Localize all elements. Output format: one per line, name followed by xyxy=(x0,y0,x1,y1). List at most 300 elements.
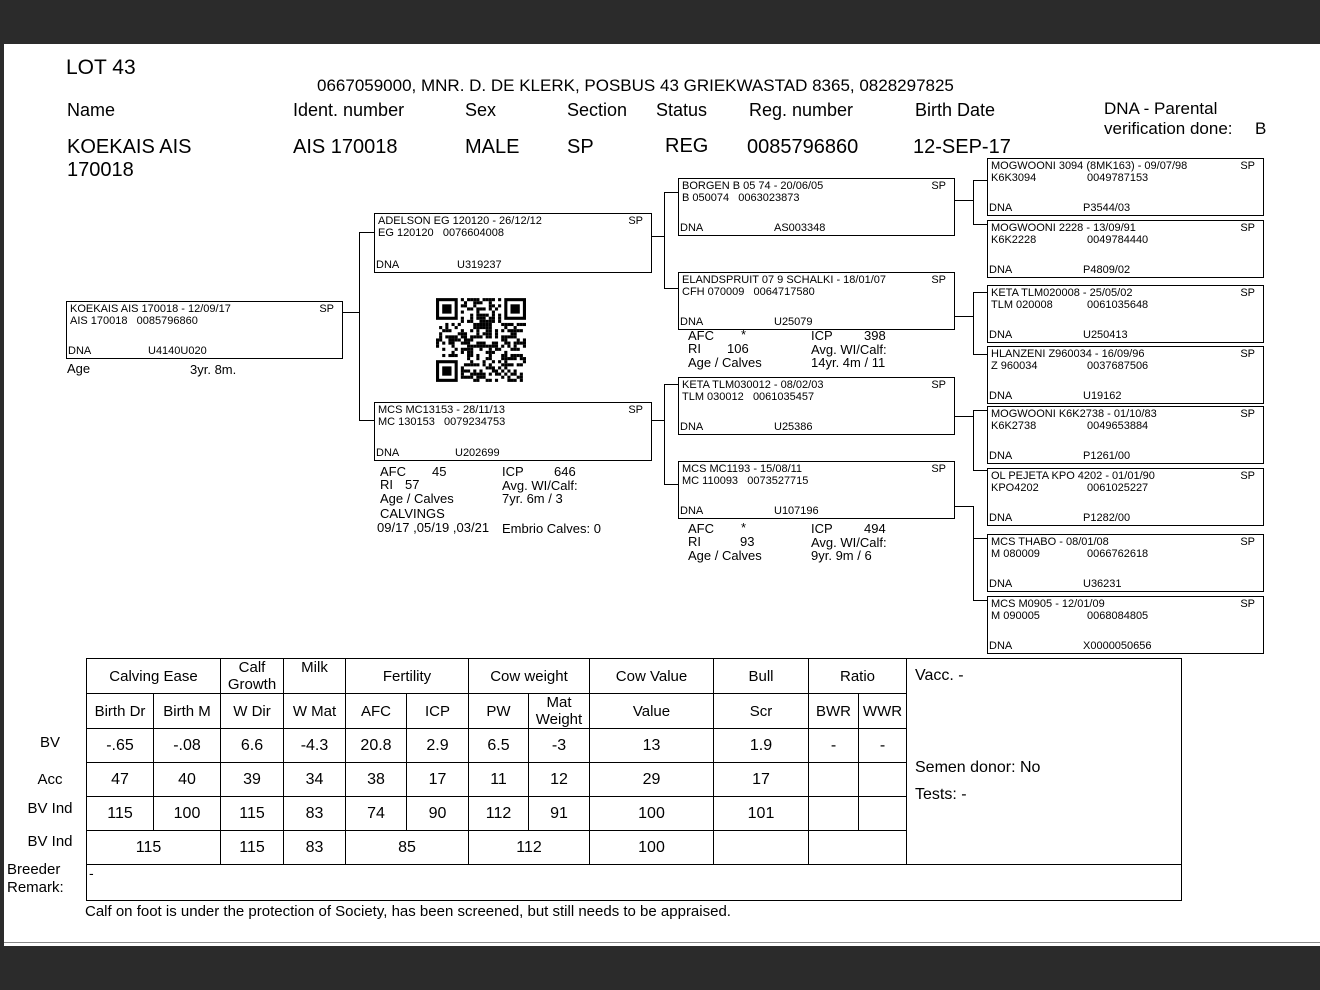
connector xyxy=(664,192,665,288)
sd-id: CFH 070009 xyxy=(682,286,745,298)
pedigree-ancestor-6 xyxy=(987,468,1264,526)
qr-module xyxy=(520,373,523,376)
qr-module xyxy=(504,342,507,345)
qr-module xyxy=(486,332,489,335)
pedigree-ancestor-3 xyxy=(987,285,1264,343)
qr-module xyxy=(514,335,517,338)
qr-module xyxy=(523,323,526,326)
table-cell: 90 xyxy=(407,797,469,831)
ancestor-id: KPO4202 xyxy=(991,482,1039,494)
qr-module xyxy=(486,379,489,382)
qr-module xyxy=(514,373,517,376)
ancestor-dna: U36231 xyxy=(1083,578,1122,590)
connector xyxy=(664,384,678,385)
qr-module xyxy=(495,307,498,310)
qr-module xyxy=(445,323,448,326)
qr-module xyxy=(461,373,464,376)
dam-calvings: 09/17 ,05/19 ,03/21 xyxy=(377,520,490,535)
footer-note: Calf on foot is under the protection of Society, has been screened, but still needs to be appraised. xyxy=(85,903,731,920)
qr-module xyxy=(464,376,467,379)
ancestor-section: SP xyxy=(1240,160,1255,172)
col-afc: AFC xyxy=(346,694,407,729)
qr-module xyxy=(461,376,464,379)
table-cell: 115 xyxy=(87,797,154,831)
header-section: Section xyxy=(567,100,628,120)
table-cell: 115 xyxy=(87,831,221,865)
qr-module xyxy=(476,311,479,314)
qr-module xyxy=(489,379,492,382)
connector xyxy=(973,410,974,470)
qr-module xyxy=(510,323,513,326)
qr-module xyxy=(492,311,495,314)
ancestor-title: MOGWOONI 2228 - 13/09/91 xyxy=(991,222,1136,234)
qr-module xyxy=(455,338,458,341)
qr-module xyxy=(464,363,467,366)
qr-module xyxy=(436,338,439,341)
ebv-table xyxy=(86,658,1182,901)
qr-module xyxy=(467,369,470,372)
connector xyxy=(973,538,987,539)
qr-module xyxy=(464,332,467,335)
row-label-bv-ind: BV Ind xyxy=(27,800,73,817)
qr-module xyxy=(461,366,464,369)
qr-module xyxy=(504,373,507,376)
sd-title: ELANDSPRUIT 07 9 SCHALKI - 18/01/07 xyxy=(682,274,887,286)
qr-module xyxy=(492,314,495,317)
ancestor-dna-label: DNA xyxy=(989,390,1013,402)
qr-module xyxy=(479,301,482,304)
qr-module xyxy=(507,376,510,379)
qr-module xyxy=(495,345,498,348)
qr-module xyxy=(492,369,495,372)
ancestor-title: HLANZENI Z960034 - 16/09/96 xyxy=(991,348,1145,360)
qr-module xyxy=(510,363,513,366)
qr-module xyxy=(486,329,489,332)
qr-module xyxy=(514,345,517,348)
qr-module xyxy=(486,357,489,360)
qr-module xyxy=(476,323,479,326)
qr-module xyxy=(483,342,486,345)
ancestor-title: KETA TLM020008 - 25/05/02 xyxy=(991,287,1133,299)
dam-id-row xyxy=(378,416,505,428)
dam-dna: U202699 xyxy=(455,447,500,459)
qr-module xyxy=(479,345,482,348)
qr-module xyxy=(517,376,520,379)
qr-module xyxy=(510,329,513,332)
table-cell: 6.6 xyxy=(221,729,284,763)
ancestor-id-row xyxy=(991,234,1191,246)
ancestor-id: M 080009 xyxy=(991,548,1040,560)
qr-module xyxy=(489,317,492,320)
pedigree-dam-dam xyxy=(678,461,955,519)
animal-status: REG xyxy=(665,135,709,157)
ancestor-id-row xyxy=(991,172,1191,184)
pedigree-subject xyxy=(66,301,343,359)
qr-module xyxy=(479,314,482,317)
qr-module xyxy=(489,335,492,338)
sire-dna: U319237 xyxy=(457,259,502,271)
qr-module xyxy=(476,314,479,317)
qr-module xyxy=(476,373,479,376)
ss-id-row xyxy=(682,192,799,204)
qr-module xyxy=(486,335,489,338)
qr-module xyxy=(507,335,510,338)
qr-module xyxy=(439,332,442,335)
qr-module xyxy=(483,373,486,376)
qr-module xyxy=(489,354,492,357)
qr-module xyxy=(461,369,464,372)
qr-code-icon xyxy=(436,298,526,382)
dam-title: MCS MC13153 - 28/11/13 xyxy=(378,404,505,416)
qr-module xyxy=(489,351,492,354)
qr-module xyxy=(464,338,467,341)
ancestor-title: MOGWOONI K6K2738 - 01/10/83 xyxy=(991,408,1157,420)
qr-module xyxy=(507,379,510,382)
qr-module xyxy=(514,332,517,335)
ancestor-id-row xyxy=(991,610,1191,622)
connector xyxy=(359,232,374,233)
ancestor-id: K6K2228 xyxy=(991,234,1037,246)
table-cell: 20.8 xyxy=(346,729,407,763)
qr-module xyxy=(464,335,467,338)
qr-module xyxy=(467,376,470,379)
qr-module xyxy=(461,317,464,320)
ancestor-section: SP xyxy=(1240,287,1255,299)
qr-module xyxy=(479,342,482,345)
connector xyxy=(973,354,987,355)
table-cell: 17 xyxy=(407,763,469,797)
qr-module xyxy=(461,311,464,314)
qr-module xyxy=(470,345,473,348)
qr-module xyxy=(510,354,513,357)
qr-module xyxy=(476,307,479,310)
subject-age-label: Age xyxy=(67,361,91,376)
qr-module xyxy=(470,373,473,376)
connector xyxy=(973,506,974,600)
qr-module xyxy=(448,354,451,357)
breeder-remark-label-2: Remark: xyxy=(7,879,64,896)
qr-module xyxy=(520,376,523,379)
qr-module xyxy=(492,317,495,320)
dam-dna-label: DNA xyxy=(376,447,400,459)
ancestor-dna: P4809/02 xyxy=(1083,264,1131,276)
connector xyxy=(973,224,987,225)
qr-module xyxy=(483,320,486,323)
connector xyxy=(359,232,360,420)
qr-module xyxy=(470,298,473,301)
qr-module xyxy=(486,345,489,348)
dam-ri-label: RI xyxy=(380,477,393,492)
sd-id-row xyxy=(682,286,815,298)
qr-module xyxy=(483,326,486,329)
ancestor-id: K6K3094 xyxy=(991,172,1037,184)
qr-module xyxy=(486,351,489,354)
qr-module xyxy=(479,317,482,320)
table-cell: 11 xyxy=(469,763,529,797)
qr-module xyxy=(461,351,464,354)
subject-id-row xyxy=(70,315,198,327)
ancestor-section: SP xyxy=(1240,348,1255,360)
qr-module xyxy=(442,304,451,313)
qr-module xyxy=(476,317,479,320)
dd-afc-label: AFC xyxy=(688,521,714,536)
pedigree-sire-dam xyxy=(678,272,955,330)
qr-module xyxy=(489,345,492,348)
header-dna-2: verification done: xyxy=(1104,119,1233,138)
qr-module xyxy=(455,354,458,357)
sd-dna: U25079 xyxy=(774,316,813,328)
dam-reg: 0079234753 xyxy=(444,416,506,428)
dd-age-calves: 9yr. 9m / 6 xyxy=(811,548,872,563)
table-cell: 85 xyxy=(346,831,469,865)
ancestor-id-row xyxy=(991,299,1191,311)
qr-module xyxy=(501,369,504,372)
table-cell: 83 xyxy=(284,797,346,831)
table-cell: 100 xyxy=(154,797,221,831)
dd-icp-label: ICP xyxy=(811,521,833,536)
qr-module xyxy=(461,348,464,351)
connector xyxy=(955,506,973,507)
qr-module xyxy=(507,369,510,372)
ancestor-dna: P3544/03 xyxy=(1083,202,1131,214)
animal-name-line1: KOEKAIS AIS xyxy=(67,136,192,158)
qr-module xyxy=(464,348,467,351)
qr-module xyxy=(489,329,492,332)
qr-module xyxy=(473,323,476,326)
subject-dna: U4140U020 xyxy=(148,345,207,357)
qr-module xyxy=(473,363,476,366)
connector xyxy=(973,292,974,354)
row-label-bv-ind-group: BV Ind xyxy=(27,833,73,850)
qr-module xyxy=(479,335,482,338)
connector xyxy=(973,600,987,601)
qr-module xyxy=(467,348,470,351)
ancestor-dna-label: DNA xyxy=(989,512,1013,524)
qr-module xyxy=(476,363,479,366)
row-breeder-remark xyxy=(87,865,1182,901)
document-page xyxy=(4,44,1320,942)
ds-section: SP xyxy=(931,379,946,391)
qr-module xyxy=(520,354,523,357)
table-cell: 6.5 xyxy=(469,729,529,763)
qr-module xyxy=(523,360,526,363)
dd-ri-label: RI xyxy=(688,534,701,549)
qr-module xyxy=(464,342,467,345)
qr-module xyxy=(504,351,507,354)
lot-number: LOT 43 xyxy=(66,56,136,79)
connector xyxy=(652,420,664,421)
breeder-remark-label-1: Breeder xyxy=(7,861,61,878)
qr-module xyxy=(458,332,461,335)
table-cell: - xyxy=(859,729,907,763)
qr-module xyxy=(498,314,501,317)
ss-id: B 050074 xyxy=(682,192,730,204)
qr-module xyxy=(504,363,507,366)
pedigree-ancestor-1 xyxy=(987,158,1264,216)
dam-icp-label: ICP xyxy=(502,464,524,479)
dam-calvings-label: CALVINGS xyxy=(380,506,445,521)
qr-module xyxy=(517,363,520,366)
qr-module xyxy=(510,379,513,382)
qr-module xyxy=(507,357,510,360)
connector xyxy=(955,316,973,317)
qr-module xyxy=(452,338,455,341)
col-mat-weight xyxy=(529,694,590,729)
qr-module xyxy=(479,323,482,326)
qr-module xyxy=(486,314,489,317)
qr-module xyxy=(455,348,458,351)
qr-module xyxy=(514,342,517,345)
qr-module xyxy=(452,342,455,345)
ancestor-id: TLM 020008 xyxy=(991,299,1053,311)
qr-module xyxy=(483,298,486,301)
sd-section: SP xyxy=(931,274,946,286)
group-bull: Bull xyxy=(714,659,809,694)
qr-module xyxy=(442,354,445,357)
qr-module xyxy=(504,357,507,360)
qr-module xyxy=(498,348,501,351)
table-cell: -.08 xyxy=(154,729,221,763)
qr-module xyxy=(470,351,473,354)
qr-module xyxy=(467,342,470,345)
qr-module xyxy=(486,323,489,326)
ancestor-id-row xyxy=(991,360,1191,372)
qr-module xyxy=(461,298,464,301)
table-cell: 1.9 xyxy=(714,729,809,763)
qr-module xyxy=(510,304,519,313)
sd-icp-label: ICP xyxy=(811,328,833,343)
qr-module xyxy=(510,332,513,335)
qr-module xyxy=(510,373,513,376)
ancestor-dna: U19162 xyxy=(1083,390,1122,402)
qr-module xyxy=(445,335,448,338)
qr-module xyxy=(442,342,445,345)
subject-title: KOEKAIS AIS 170018 - 12/09/17 xyxy=(70,303,231,315)
pedigree-sire xyxy=(374,213,652,273)
table-cell: 34 xyxy=(284,763,346,797)
qr-module xyxy=(520,329,523,332)
animal-sex: MALE xyxy=(465,136,520,158)
qr-module xyxy=(476,301,479,304)
qr-module xyxy=(461,320,464,323)
qr-module xyxy=(473,373,476,376)
subject-reg: 0085796860 xyxy=(136,315,198,327)
qr-module xyxy=(501,338,504,341)
qr-module xyxy=(498,373,501,376)
qr-module xyxy=(498,304,501,307)
ancestor-dna-label: DNA xyxy=(989,640,1013,652)
ancestor-reg: 0049787153 xyxy=(1087,172,1149,184)
qr-module xyxy=(520,342,523,345)
connector xyxy=(664,384,665,484)
col-scr: Scr xyxy=(714,694,809,729)
ancestor-reg: 0049784440 xyxy=(1087,234,1149,246)
table-cell: 115 xyxy=(221,797,284,831)
table-cell: -.65 xyxy=(87,729,154,763)
breeder-line: 0667059000, MNR. D. DE KLERK, POSBUS 43 GRIEKWASTAD 8365, 0828297825 xyxy=(317,76,954,95)
sd-avg-label: Avg. WI/Calf: xyxy=(811,342,887,357)
ancestor-section: SP xyxy=(1240,470,1255,482)
qr-module xyxy=(504,323,507,326)
qr-module xyxy=(495,329,498,332)
qr-module xyxy=(486,320,489,323)
qr-module xyxy=(495,348,498,351)
qr-module xyxy=(520,357,523,360)
qr-module xyxy=(448,335,451,338)
qr-module xyxy=(479,320,482,323)
qr-module xyxy=(495,369,498,372)
qr-module xyxy=(458,323,461,326)
qr-module xyxy=(452,323,455,326)
qr-module xyxy=(495,335,498,338)
qr-module xyxy=(489,373,492,376)
col-value: Value xyxy=(590,694,714,729)
qr-module xyxy=(517,323,520,326)
header-name: Name xyxy=(67,100,116,120)
dd-id-row xyxy=(682,475,808,487)
qr-module xyxy=(514,329,517,332)
qr-module xyxy=(501,323,504,326)
qr-module xyxy=(520,379,523,382)
calf-growth-line1: Calf xyxy=(238,659,266,676)
qr-module xyxy=(461,332,464,335)
qr-module xyxy=(507,342,510,345)
qr-module xyxy=(489,301,492,304)
pedigree-ancestor-4 xyxy=(987,346,1264,404)
qr-module xyxy=(476,357,479,360)
qr-module xyxy=(467,320,470,323)
sire-title: ADELSON EG 120120 - 26/12/12 xyxy=(378,215,542,227)
qr-module xyxy=(467,298,470,301)
qr-module xyxy=(479,369,482,372)
qr-module xyxy=(489,366,492,369)
qr-module xyxy=(467,363,470,366)
group-cow-weight: Cow weight xyxy=(469,659,590,694)
qr-module xyxy=(517,338,520,341)
qr-module xyxy=(473,301,476,304)
qr-module xyxy=(470,314,473,317)
sd-afc: * xyxy=(741,327,747,342)
qr-module xyxy=(458,338,461,341)
ancestor-reg: 0061025227 xyxy=(1087,482,1149,494)
qr-module xyxy=(473,298,476,301)
header-birth: Birth Date xyxy=(915,100,996,120)
qr-module xyxy=(467,354,470,357)
subject-dna-label: DNA xyxy=(68,345,92,357)
ancestor-id: K6K2738 xyxy=(991,420,1037,432)
animal-ident: AIS 170018 xyxy=(293,136,398,158)
ss-section: SP xyxy=(931,180,946,192)
subject-section: SP xyxy=(319,303,334,315)
qr-module xyxy=(501,363,504,366)
qr-module xyxy=(464,304,467,307)
qr-module xyxy=(514,354,517,357)
qr-module xyxy=(520,363,523,366)
qr-module xyxy=(514,369,517,372)
ancestor-title: MOGWOONI 3094 (8MK163) - 09/07/98 xyxy=(991,160,1188,172)
header-ident: Ident. number xyxy=(293,100,405,120)
qr-module xyxy=(489,298,492,301)
header-sex: Sex xyxy=(465,100,497,120)
qr-module xyxy=(514,357,517,360)
vaccination-panel xyxy=(907,659,1182,865)
qr-module xyxy=(489,348,492,351)
sire-section: SP xyxy=(628,215,643,227)
table-cell: 13 xyxy=(590,729,714,763)
qr-module xyxy=(510,357,513,360)
sire-dna-label: DNA xyxy=(376,259,400,271)
table-cell: 100 xyxy=(590,831,714,865)
